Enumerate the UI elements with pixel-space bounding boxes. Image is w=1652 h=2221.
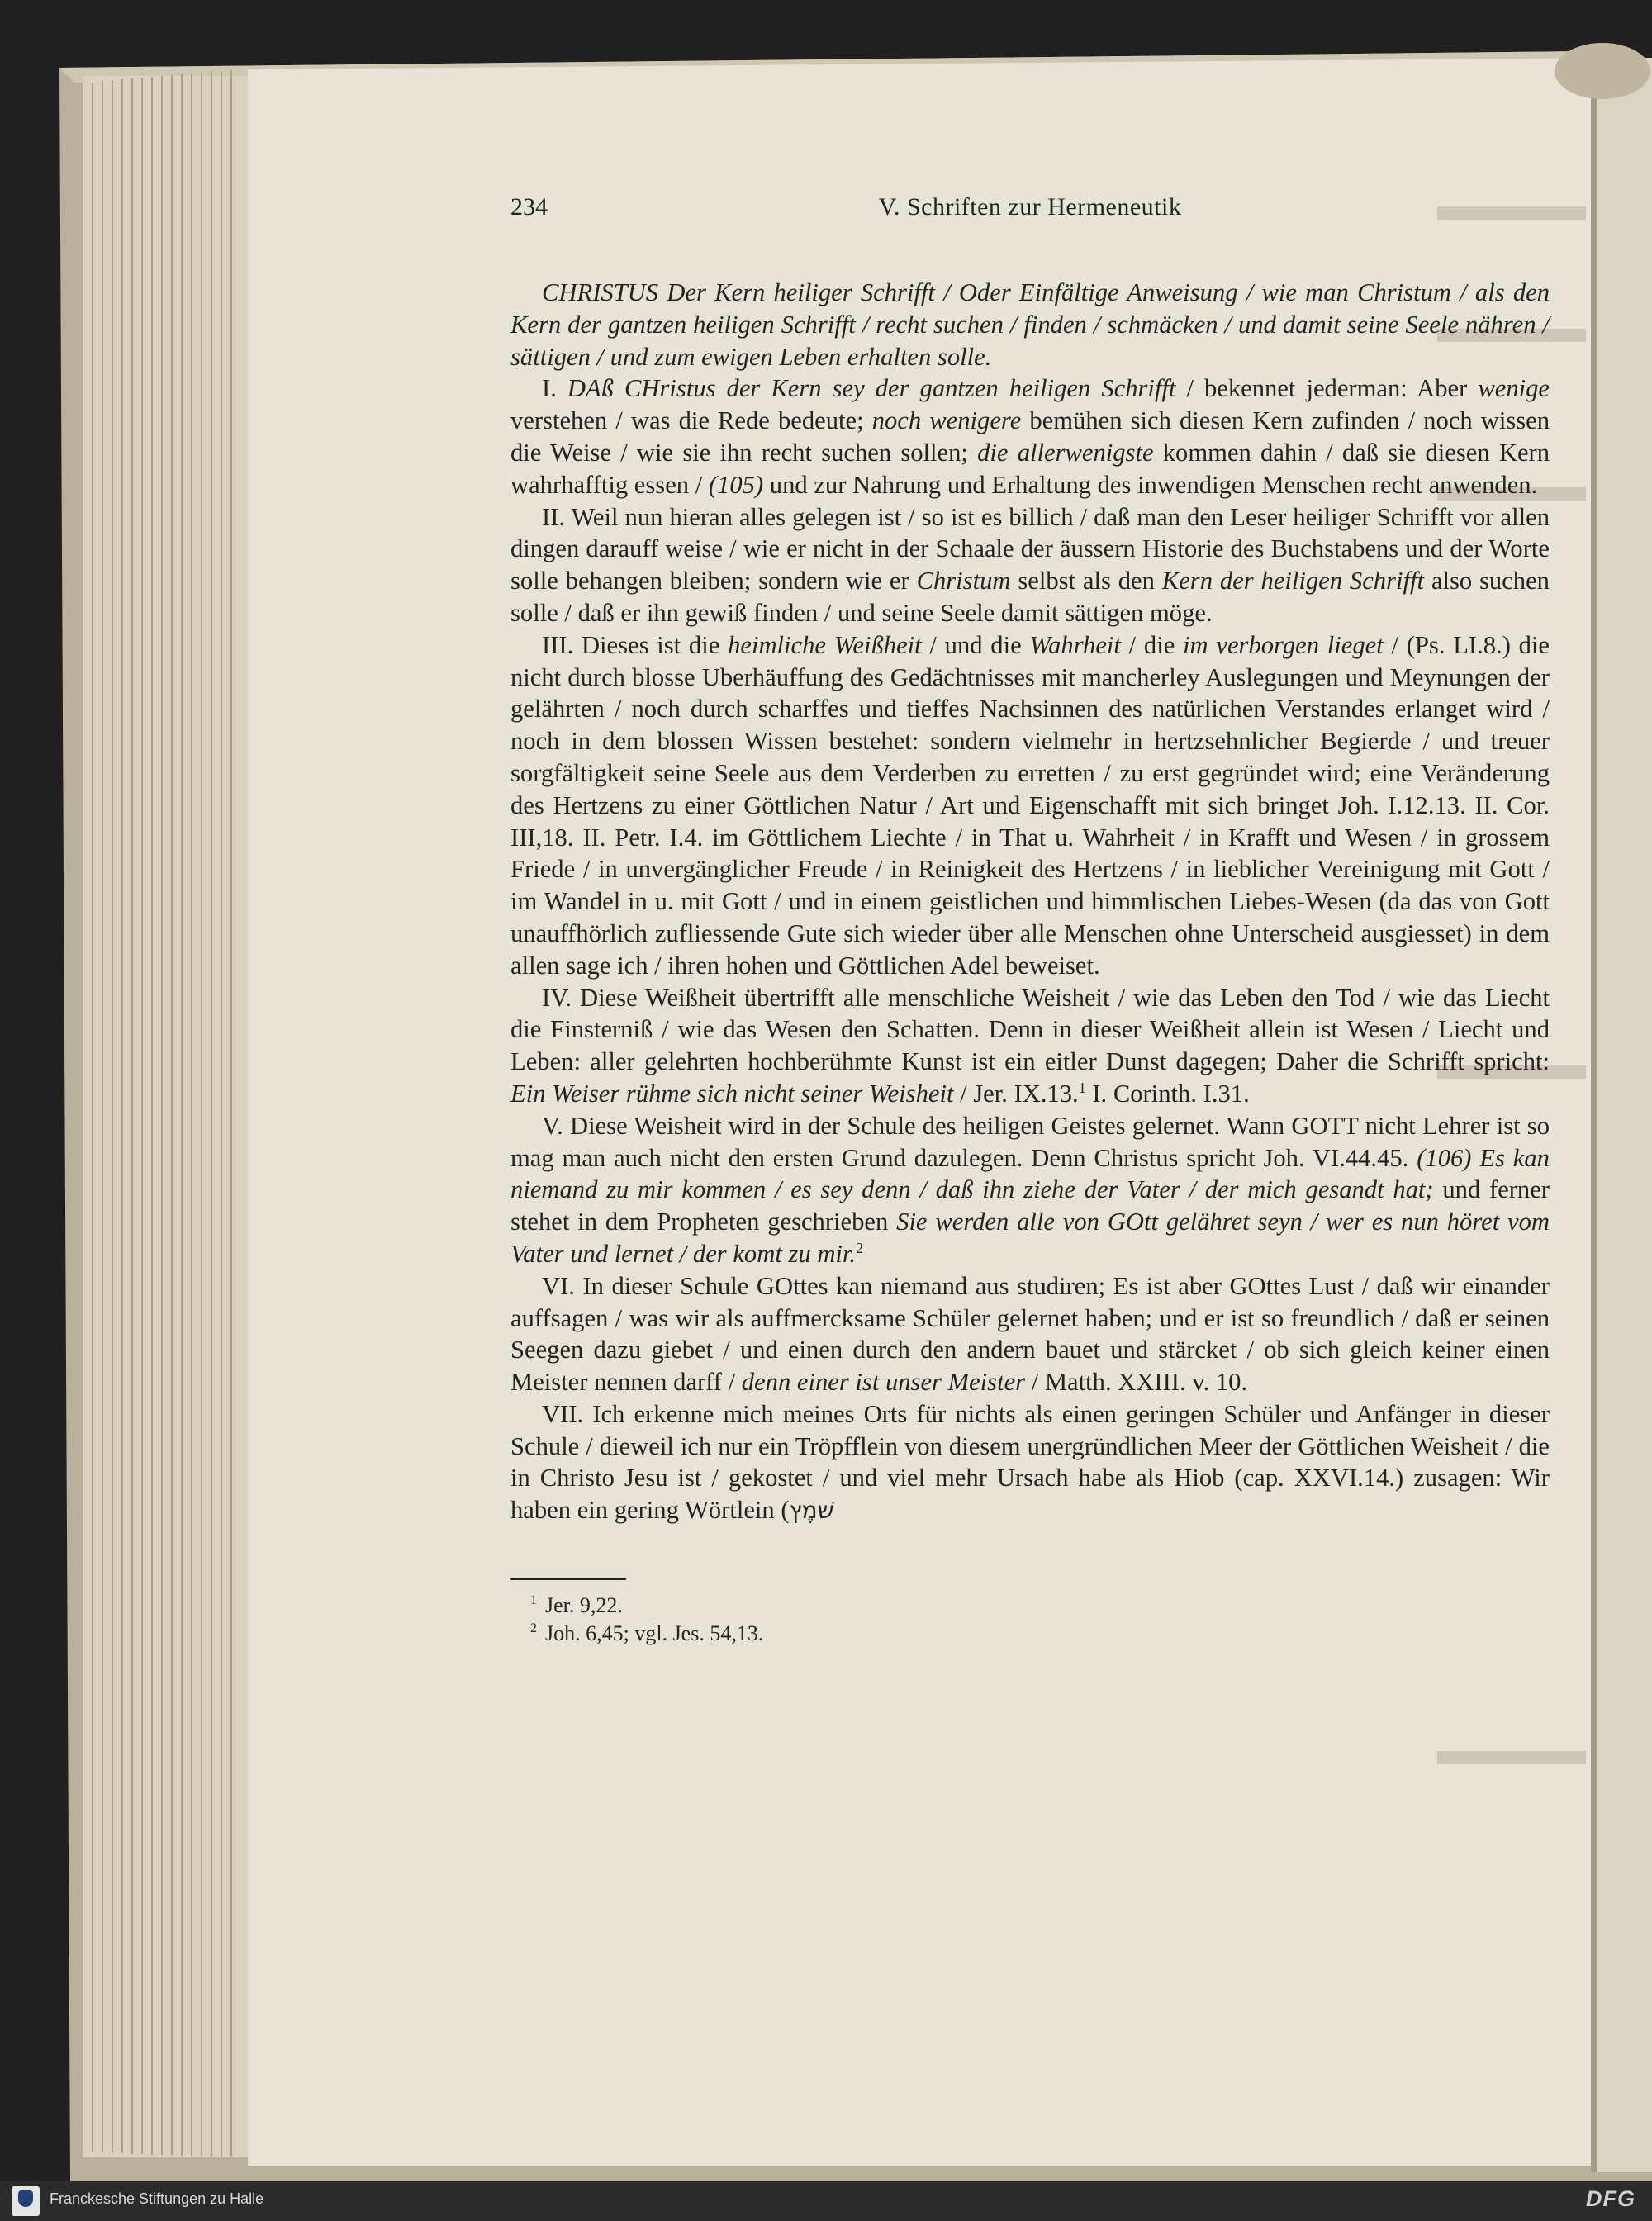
- footnote-ref: 2: [856, 1239, 864, 1256]
- footnotes: [510, 1592, 1550, 1648]
- italic-text: (105): [708, 470, 764, 499]
- running-header: [510, 186, 1550, 229]
- text-run: III. Dieses ist die: [542, 630, 729, 659]
- italic-text: (106) Es kan niemand zu mir kommen / es sey denn / daß ihn ziehe der Vater / der mich gesandt hat;: [510, 1143, 1550, 1204]
- paragraph: [510, 1110, 1550, 1270]
- text-run: VI. In dieser Schule GOttes kan niemand aus studiren; Es ist aber GOttes Lust / daß wir einander auffsagen / was wir als auffmercksame Schüler gelernet haben; und er ist so freundlich / daß er seinen Seegen dazu giebet / und einen durch den andern bauet und stärcket / ob sich gleich keiner einen Meister nennen darff /: [510, 1271, 1550, 1397]
- italic-text: noch wenigere: [871, 406, 1022, 435]
- italic-text: wenige: [1478, 374, 1550, 403]
- italic-text: Christum: [916, 567, 1011, 596]
- italic-text: Kern der heiligen Schrifft: [1161, 567, 1424, 596]
- paragraph: [510, 373, 1550, 501]
- text-run: selbst als den: [1010, 567, 1162, 596]
- text-run: / und die: [921, 630, 1030, 659]
- paragraph: [510, 982, 1550, 1110]
- text-run: IV. Diese Weißheit übertrifft alle menschliche Weisheit / wie das Leben den Tod / wie das Liecht die Finsterniß / wie das Wesen den Schatten. Denn in dieser Weißheit allein ist Wesen / Liecht und Leben: aller gelehrten hochberühmte Kunst ist ein eitler Dunst dagegen; Daher die Schrifft spricht:: [510, 983, 1550, 1076]
- text-run: und ferner stehet in dem Propheten geschrieben: [510, 1175, 1550, 1236]
- footnote-rule: [510, 1578, 626, 1580]
- text-run: bemühen sich diesen Kern zufinden / noch wissen die Weise / wie sie ihn recht suchen sollen;: [510, 406, 1550, 467]
- paragraph: [510, 629, 1550, 982]
- italic-text: heimliche Weißheit: [728, 630, 922, 659]
- text-run: und zur Nahrung und Erhaltung des inwendigen Menschen recht anwenden.: [763, 470, 1538, 499]
- italic-text: im verborgen lieget: [1183, 630, 1384, 659]
- footnote-number: 2: [530, 1621, 537, 1636]
- book-page: [510, 186, 1550, 1648]
- institution-link[interactable]: Franckesche Stiftungen zu Halle: [50, 2190, 264, 2207]
- italic-text: die allerwenigste: [977, 438, 1154, 467]
- text-run: / Matth. XXIII. v. 10.: [1025, 1368, 1248, 1397]
- italic-text: CHRISTUS Der Kern heiliger Schrifft / Oder Einfältige Anweisung / wie man Christum / als den Kern der gantzen heiligen Schrifft / recht suchen / finden / schmäcken / und damit seine Seele nähren / sättigen / und zum ewigen Leben erhalten solle.: [510, 278, 1550, 371]
- paragraph: [510, 1270, 1550, 1398]
- text-run: V. Diese Weisheit wird in der Schule des heiligen Geistes gelernet. Wann GOTT nicht Lehrer ist so mag man auch nicht den ersten Grund dazulegen. Denn Christus spricht Joh. VI.44.45.: [510, 1111, 1550, 1172]
- italic-text: denn einer ist unser Meister: [741, 1368, 1026, 1397]
- text-run: / die: [1120, 630, 1184, 659]
- text-run: also suchen solle / daß er ihn gewiß finden / und seine Seele damit sättigen möge.: [510, 567, 1550, 627]
- paragraph: [510, 501, 1550, 629]
- italic-text: DAß CHristus der Kern sey der gantzen heiligen Schrifft: [567, 374, 1176, 403]
- text-run: kommen dahin / daß sie diesen Kern wahrhafftig essen /: [510, 438, 1550, 499]
- text-run: I.: [542, 374, 567, 403]
- dfg-logo: DFG: [1586, 2186, 1635, 2211]
- footnote: [510, 1620, 1550, 1648]
- italic-text: Sie werden alle von GOtt gelähret seyn / wer es nun höret vom Vater und lernet / der komt zu mir.: [510, 1208, 1550, 1268]
- text-run: / (Ps. LI.8.) die nicht durch blosse Uberhäuffung des Gedächtnisses mit mancherley Auslegungen und Meynungen der gelährten / noch durch scharffes und tieffes Nachsinnen des natürlichen Verstandes erlanget wird / noch in dem blossen Wissen bestehet: sondern vielmehr in hertzsehnlicher Begierde / und treuer sorgfältigkeit seine Seele aus dem Verderben zu erretten / zu erst gegründet wird; eine Veränderung des Hertzens zu einer Göttlichen Natur / Art und Eigenschafft mit sich bringet Joh. I.12.13. II. Cor. III,18. II. Petr. I.4. im Göttlichem Liechte / in That u. Wahrheit / in Krafft und Wesen / in grossem Friede / in unvergänglicher Freude / in Reinigkeit des Hertzens / in lieblicher Vereinigung mit Gott / im Wandel in u. mit Gott / und in einem geistlichen und himmlischen Liebes-Wesen (da das von Gott unauffhörlich zufliessende Gute sich wieder über alle Menschen ohne Unterscheid ausgiesset) in dem allen sage ich / ihren hohen und Göttlichen Adel beweiset.: [510, 630, 1550, 980]
- text-run: VII. Ich erkenne mich meines Orts für nichts als einen geringen Schüler und Anfänger in dieser Schule / dieweil ich nur ein Tröpfflein von diesem unergründlichen Meer der Göttlichen Weisheit / die in Christo Jesu ist / gekostet / und viel mehr Ursach habe als Hiob (cap. XXVI.14.) zusagen: Wir haben ein gering Wörtlein (: [510, 1399, 1550, 1525]
- footnote-text: Jer. 9,22.: [545, 1593, 623, 1618]
- footnote: [510, 1592, 1550, 1620]
- text-run: II. Weil nun hieran alles gelegen ist / so ist es billich / daß man den Leser heiliger Schrifft vor allen dingen darauff weise / wie er nicht in der Schaale der äussern Historie des Buchstabens und der Worte solle behangen bleiben; sondern wie er: [510, 502, 1550, 596]
- footnote-number: 1: [530, 1593, 537, 1608]
- italic-text: Wahrheit: [1029, 630, 1121, 659]
- text-run: I. Corinth. I.31.: [1085, 1079, 1250, 1108]
- body-text: [510, 277, 1550, 1527]
- viewer-footer: [0, 2181, 1652, 2221]
- text-run: verstehen / was die Rede bedeute;: [510, 406, 872, 435]
- crest-icon: [12, 2186, 40, 2216]
- text-run: / Jer. IX.13.: [953, 1079, 1079, 1108]
- hebrew-text: שׁמֶץ: [789, 1497, 834, 1525]
- text-run: / bekennet jederman: Aber: [1175, 374, 1479, 403]
- paragraph: [510, 1398, 1550, 1527]
- page-number: 234: [510, 193, 548, 221]
- italic-text: Ein Weiser rühme sich nicht seiner Weisheit: [510, 1079, 954, 1108]
- footnote-ref: 1: [1078, 1079, 1086, 1096]
- title-paragraph: [510, 277, 1550, 373]
- section-title: V. Schriften zur Hermeneutik: [878, 193, 1182, 221]
- footnote-text: Joh. 6,45; vgl. Jes. 54,13.: [545, 1621, 764, 1646]
